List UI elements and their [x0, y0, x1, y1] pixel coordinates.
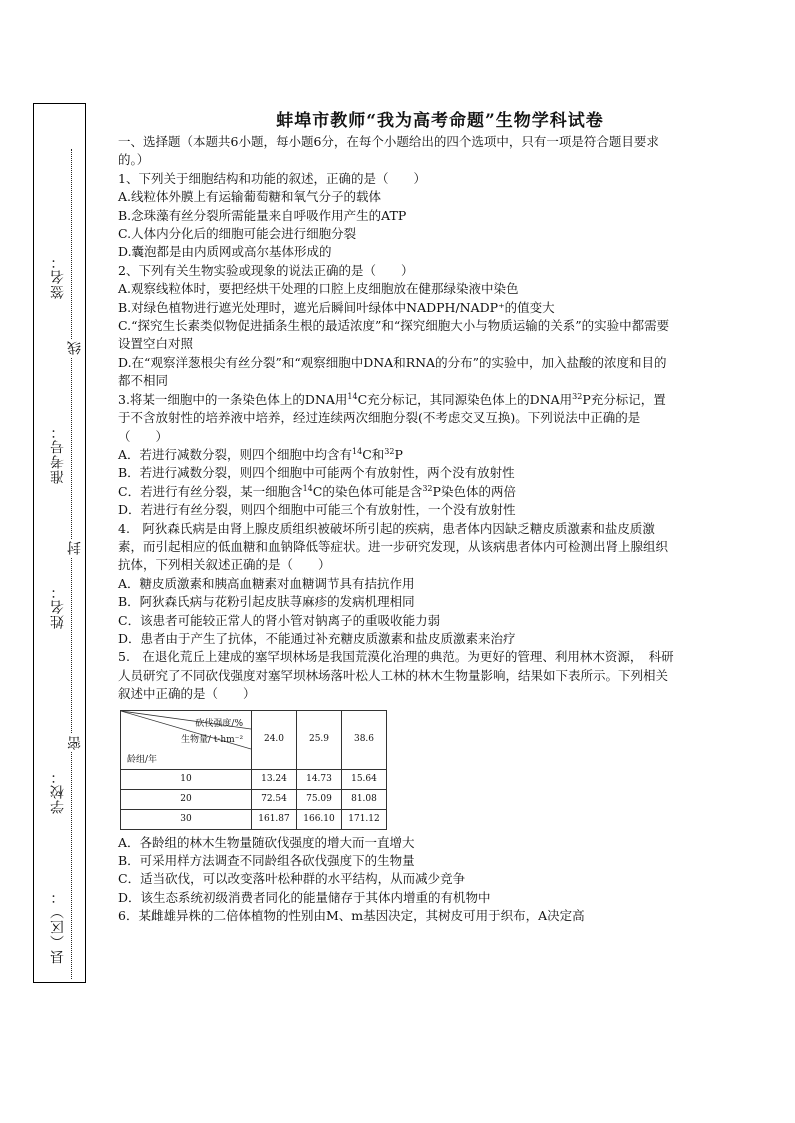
q3-stem: 3.将某一细胞中的一条染色体上的DNA用$^{14}$C充分标记，其同源染色体上的DNA用$^{32}$P充分标记，置于不含放射性的培养液中培养，经过连续两次细胞分裂(不考虑交叉互换)。下列说法中正确的是（ ） — [118, 391, 666, 444]
q2-stem: 2、下列有关生物实验或现象的说法正确的是（ ） — [118, 262, 414, 278]
q5-option-b: B．可采用样方法调查不同龄组各砍伐强度下的生物量 — [118, 853, 415, 868]
binding-dotted-line — [71, 149, 72, 979]
seal-char-line: 线 — [67, 341, 83, 355]
q2-option-d: D.在“观察洋葱根尖有丝分裂”和“观察细胞中DNA和RNA的分布”的实验中，加入盐酸的浓度和目的都不相同 — [118, 354, 667, 389]
table-diagonal-header — [121, 710, 252, 769]
q3-option-c: C．若进行有丝分裂，某一细胞含$^{14}$C的染色体可能是含$^{32}$P染色体的两倍 — [118, 483, 516, 499]
q2-option-b: B.对绿色植物进行遮光处理时，遮光后瞬间叶绿体中NADPH/NADP⁺的值变大 — [118, 299, 555, 315]
binding-margin — [33, 103, 86, 983]
binding-label-school: 学校： — [50, 769, 66, 814]
q4-option-c: C．该患者可能较正常人的肾小管对钠离子的重吸收能力弱 — [118, 612, 441, 628]
table-row — [121, 809, 387, 829]
q1-option-a: A.线粒体外膜上有运输葡萄糖和氧气分子的载体 — [118, 189, 382, 205]
column-header: 38.6 — [342, 710, 387, 769]
q5-option-a: A．各龄组的林木生物量随砍伐强度的增大而一直增大 — [118, 834, 415, 850]
q6-stem: 6．某雌雄异株的二倍体植物的性别由M、m基因决定，其树皮可用于织布，A决定高 — [118, 908, 585, 924]
seal-char-secret: 密 — [67, 736, 83, 750]
q2-option-c: C.“探究生长素类似物促进插条生根的最适浓度”和“探究细胞大小与物质运输的关系”的实验中都需要设置空白对照 — [118, 318, 670, 352]
q4-option-a: A．糖皮质激素和胰高血糖素对血糖调节具有拮抗作用 — [118, 575, 415, 591]
table-row — [121, 789, 387, 809]
q3-option-d: D．若进行有丝分裂，则四个细胞中可能三个有放射性，一个没有放射性 — [118, 502, 516, 518]
header-age-group: 龄组/年 — [127, 754, 158, 765]
binding-label-signature: 签名： — [50, 254, 66, 299]
q3-option-a: A．若进行减数分裂，则四个细胞中均含有$^{14}$C和$^{32}$P — [118, 446, 403, 462]
table-cell: 13.24 — [252, 769, 297, 789]
q2-option-a: A.观察线粒体时，要把经烘干处理的口腔上皮细胞放在健那绿染液中染色 — [118, 281, 519, 297]
q3-option-b: B．若进行减数分裂，则四个细胞中可能两个有放射性，两个没有放射性 — [118, 465, 515, 481]
q1-stem: 1、下列关于细胞结构和功能的叙述，正确的是（ ） — [118, 170, 426, 186]
table-cell: 81.08 — [342, 789, 387, 809]
q5-option-d: D．该生态系统初级消费者同化的能量储存于其体内增重的有机物中 — [118, 889, 491, 905]
table-cell: 171.12 — [342, 809, 387, 829]
table-cell: 166.10 — [297, 809, 342, 829]
header-biomass: 生物量/ t·hm⁻² — [181, 734, 244, 745]
binding-label-county: 县（区）： — [50, 889, 66, 964]
row-age: 30 — [121, 809, 252, 829]
seal-char-seal: 封 — [67, 541, 83, 555]
row-age: 10 — [121, 769, 252, 789]
header-cut-intensity: 砍伐强度/% — [195, 718, 243, 729]
q1-option-c: C.人体内分化后的细胞可能会进行细胞分裂 — [118, 226, 357, 242]
table-cell: 14.73 — [297, 769, 342, 789]
q5-option-c: C．适当砍伐，可以改变落叶松种群的水平结构，从而减少竞争 — [118, 871, 466, 887]
biomass-table — [120, 710, 387, 830]
table-cell: 72.54 — [252, 789, 297, 809]
table-row — [121, 769, 387, 789]
column-header: 25.9 — [297, 710, 342, 769]
exam-title: 蚌埠市教师“我为高考命题”生物学科试卷 — [276, 111, 604, 131]
q4-option-d: D．患者由于产生了抗体，不能通过补充糖皮质激素和盐皮质激素来治疗 — [118, 630, 516, 646]
q5-stem: 5. 在退化荒丘上建成的塞罕坝林场是我国荒漠化治理的典范。为更好的管理、利用林木资源， 科研人员研究了不同砍伐强度对塞罕坝林场落叶松人工林的林木生物量影响，结果如下表所示。下列相关叙述中正确的是（ ） — [118, 649, 674, 702]
binding-label-name: 姓名： — [50, 584, 66, 629]
binding-label-exam-number: 准考号： — [50, 424, 66, 484]
q1-option-d: D.囊泡都是由内质网或高尔基体形成的 — [118, 244, 332, 260]
exam-content — [118, 133, 678, 926]
q4-stem: 4. 阿狄森氏病是由肾上腺皮质组织被破坏所引起的疾病，患者体内因缺乏糖皮质激素和盐皮质激素，而引起相应的低血糖和血钠降低等症状。进一步研究发现，从该病患者体内可检测出肾上腺组织抗体，下列相关叙述正确的是（ ） — [118, 520, 669, 573]
table-cell: 161.87 — [252, 809, 297, 829]
section-heading: 一、选择题（本题共6小题，每小题6分，在每个小题给出的四个选项中，只有一项是符合题目要求的。） — [118, 134, 659, 168]
q1-option-b: B.念珠藻有丝分裂所需能量来自呼吸作用产生的ATP — [118, 207, 407, 223]
column-header: 24.0 — [252, 710, 297, 769]
row-age: 20 — [121, 789, 252, 809]
table-cell: 15.64 — [342, 769, 387, 789]
table-cell: 75.09 — [297, 789, 342, 809]
q4-option-b: B．阿狄森氏病与花粉引起皮肤荨麻疹的发病机理相同 — [118, 594, 415, 610]
